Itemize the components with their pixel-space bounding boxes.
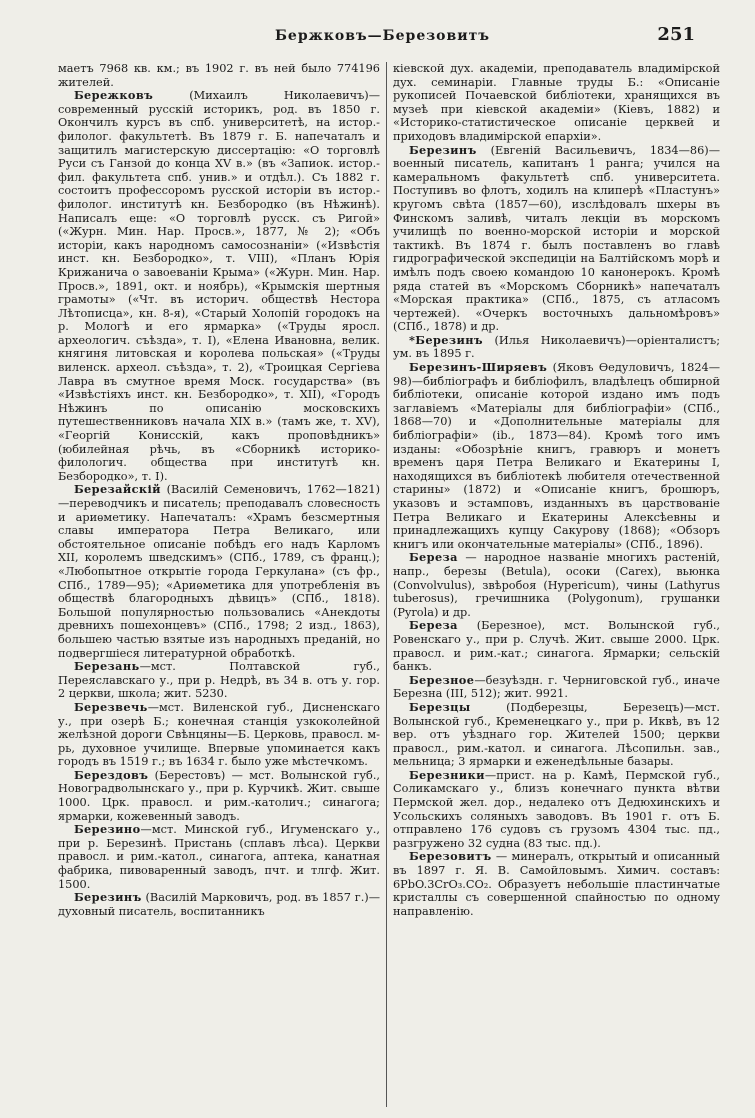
entry-headword: Березники bbox=[409, 767, 485, 782]
dictionary-entry bbox=[58, 89, 380, 483]
entry-headword: Березино bbox=[74, 822, 141, 837]
entry-text: —мст. Полтавской губ., Переяславскаго у., при р. Недрѣ, въ 34 в. отъ у. гор. 2 церкви, школа; жит. 5230. bbox=[58, 660, 380, 701]
entry-text: (Березное), мст. Волынской губ., Ровенскаго у., при р. Случѣ. Жит. свыше 2000. Црк. правосл. и рим.-кат.; синагога. Ярмарки; сельскій банкъ. bbox=[393, 619, 720, 674]
entry-text: — минералъ, открытый и описанный въ 1897 г. Я. В. Самойловымъ. Химич. составъ: 6PbO.3CrO₃.CO₂. Образуетъ небольшіе пластинчатые кристаллы съ совершенной спайностью по одному направленію. bbox=[393, 850, 720, 918]
running-head-title: Бержковъ—Березовитъ bbox=[274, 28, 491, 44]
entry-headword: Береза bbox=[409, 618, 458, 633]
dictionary-entry bbox=[58, 891, 380, 918]
dictionary-entry bbox=[58, 62, 380, 89]
entry-headword: Берездовъ bbox=[74, 767, 149, 782]
dictionary-entry bbox=[393, 144, 720, 334]
left-column bbox=[58, 62, 380, 1102]
entry-headword: Березинъ-Ширяевъ bbox=[409, 360, 548, 375]
entry-headword: Березвечь bbox=[74, 699, 148, 714]
entry-text: —мст. Виленской губ., Дисненскаго у., при озерѣ Б.; конечная станція узкоколейной желѣзной дороги Свѣнцяны—Б. Церковь, правосл. м-рь, духовное училище. Впервые упоминается какъ городъ въ 1519 г.; въ 1634 г. было уже мѣстечкомъ. bbox=[58, 700, 380, 769]
dictionary-entry bbox=[58, 701, 380, 769]
entry-headword: Березинъ bbox=[74, 890, 142, 905]
entry-headword: Березайскій bbox=[74, 482, 161, 497]
entry-text: (Василій Семеновичъ, 1762—1821)—переводчикъ и писатель; преподавалъ словесность и ариѳметику. Напечаталъ: «Храмъ безсмертныя славы императора Петра Великаго, или обстоятельное описаніе побѣдъ его надъ Карломъ XII, королемъ шведскимъ» (СПб., 1789, съ франц.); «Любопытное открытіе города Геркулана» (съ фр., СПб., 1789—95); «Ариѳметика для употребленія въ обществѣ благородныхъ дѣвицъ» (СПб., 1818). Большой популярностью пользовались «Анекдоты древнихъ пошехонцевъ» (СПб., 1798; 2 изд., 1863), большею частью взятые изъ народныхъ преданій, но подвергшіеся литературной обработкѣ. bbox=[58, 483, 380, 660]
entry-headword: Березовитъ bbox=[409, 849, 492, 864]
entry-text: (Михаилъ Николаевичъ)—современный русскій историкъ, род. въ 1850 г. Окончилъ курсъ въ спб. университетѣ, на истор.-филолог. факультетѣ. Въ 1879 г. Б. напечаталъ и защитилъ магистерскую диссертацію: «О торговлѣ Руси съ Ганзой до конца XV в.» (въ «Запиок. истор.-фил. факультета спб. унив.» и отдѣл.). Съ 1882 г. состоитъ профессоромъ русской исторіи въ истор.-филолог. институтѣ кн. Безбородко (въ Нѣжинѣ). Написалъ еще: «О торговлѣ русск. съ Ригой» («Журн. Мин. Нар. Просв.», 1877, № 2); «Объ исторіи, какъ народномъ самосознаніи» («Извѣстія инст. кн. Безбородко», т. VIII), «Планъ Юрія Крижанича о завоеваніи Крыма» («Журн. Мин. Нар. Просв.», 1891, окт. и ноябрь), «Крымскія шертныя грамоты» («Чт. въ историч. обществѣ Нестора Лѣтописца», кн. 8-я), «Старый Холопій городокъ на р. Мологѣ и его ярмарка» («Труды яросл. археологич. съѣзда», т. I), «Елена Ивановна, велик. княгиня литовская и королева польская» («Труды виленск. археол. съѣзда», т. 2), «Троицкая Сергіева Лавра въ смутное время Моск. государства» (въ «Извѣстіяхъ инст. кн. Безбородко», т. XII), «Городъ Нѣжинъ по описанію московскихъ путешественниковъ начала XIX в.» (тамъ же, т. XV), «Георгій Конисскій, какъ проповѣдникъ» (юбилейная рѣчь, въ «Сборникѣ историко-филологич. общества при институтѣ кн. Безбородко», т. I). bbox=[58, 89, 380, 483]
dictionary-entry bbox=[58, 660, 380, 701]
entry-text: (Илья Николаевичъ)—оріенталистъ; ум. въ 1895 г. bbox=[393, 333, 720, 361]
entry-text: (Берестовъ) — мст. Волынской губ., Новоградволынскаго у., при р. Курчикѣ. Жит. свыше 1000. Црк. правосл. и рим.-католич.; синагога; ярмарки, кожевенный заводъ. bbox=[58, 768, 380, 823]
entry-headword: Бережковъ bbox=[74, 88, 154, 103]
right-column bbox=[393, 62, 720, 1102]
entry-text: (Подберезцы, Березецъ)—мст. Волынской губ., Кременецкаго у., при р. Иквѣ, въ 12 вер. отъ уѣзднаго гор. Жителей 1500; церкви правосл., рим.-катол. и синагога. Лѣсопильн. зав., мельница; 3 ярмарки и еженедѣльные базары. bbox=[393, 700, 720, 769]
entry-text: (Яковъ Ѳедуловичъ, 1824—98)—библіографъ и библіофилъ, владѣлецъ обширной библіотеки, описаніе которой издано имъ подъ заглавіемъ «Матеріалы для библіографіи» (СПб., 1868—70) и «Дополнительные матеріалы для библіографіи» (ib., 1873—84). Кромѣ того имъ изданы: «Обозрѣніе книгъ, гравюръ и монетъ временъ царя Петра Великаго и Екатерины I, находящихся въ библіотекѣ любителя отечественной старины» (1872) и «Описаніе книгъ, брошюръ, указовъ и эстамповъ, изданныхъ въ царствованіе Петра Великаго и Екатерины Алексѣевны и принадлежащихъ купцу Сакурову (1868); «Обзоръ книгъ или окончательные матеріалы» (СПб., 1896). bbox=[393, 361, 720, 551]
running-head bbox=[70, 24, 695, 50]
entry-text: —мст. Минской губ., Игуменскаго у., при р. Березинѣ. Пристань (сплавъ лѣса). Церкви правосл. и рим.-катол., синагога, аптека, канатная фабрика, пивоваренный заводъ, пчт. и тлгф. Жит. 1500. bbox=[58, 823, 380, 891]
dictionary-entry bbox=[393, 361, 720, 551]
entry-text: —безуѣздн. г. Черниговской губ., иначе Березна (III, 512); жит. 9921. bbox=[393, 673, 720, 701]
entry-text: (Василій Марковичъ, род. въ 1857 г.)—духовный писатель, воспитанникъ bbox=[58, 891, 380, 918]
entry-headword: Березное bbox=[409, 672, 475, 687]
entry-headword: Береза bbox=[409, 550, 458, 565]
dictionary-entry bbox=[58, 769, 380, 823]
entry-headword: Березинъ bbox=[409, 142, 477, 157]
dictionary-entry bbox=[393, 619, 720, 673]
entry-text: (Евгеній Васильевичъ, 1834—86)—военный писатель, капитанъ 1 ранга; учился на камеральномъ факультетѣ спб. университета. Поступивъ во флотъ, ходилъ на клиперѣ «Пластунъ» кругомъ свѣта (1857—60), изслѣдовалъ шхеры въ Финскомъ заливѣ, читалъ лекціи въ морскомъ училищѣ по военно-морской исторіи и морской тактикѣ. Въ 1874 г. былъ поставленъ во главѣ гидрографической экспедиціи на Балтійскомъ морѣ и имѣлъ подъ своею командою 10 канонерокъ. Кромѣ ряда статей въ «Морскомъ Сборникѣ» напечаталъ «Морская практика» (СПб., 1875, съ атласомъ чертежей). «Очеркъ восточныхъ дальномѣровъ» (СПб., 1878) и др. bbox=[393, 143, 720, 334]
entry-text: — народное названіе многихъ растеній, напр., березы (Betula), осоки (Carex), вьюнка (Convolvulus), звѣробоя (Hypericum), чины (Lathyrus tuberosus), гречишника (Polygonum), грушанки (Pyrola) и др. bbox=[393, 551, 720, 619]
entry-text: кіевской дух. академіи, преподаватель владимірской дух. семинаріи. Главные труды Б.: «Описаніе рукописей Почаевской библіотеки, хранящихся въ музеѣ при кіевской академіи» (Кіевъ, 1882) и «Историко-статистическое описаніе церквей и приходовъ владимірской епархіи». bbox=[393, 62, 720, 143]
page-number: 251 bbox=[657, 24, 695, 45]
entry-headword: Березань bbox=[74, 659, 140, 674]
dictionary-entry bbox=[58, 483, 380, 660]
dictionary-entry bbox=[393, 701, 720, 769]
entry-headword: Березцы bbox=[409, 699, 471, 714]
dictionary-entry bbox=[393, 334, 720, 361]
entry-text: —прист. на р. Камѣ, Пермской губ., Соликамскаго у., близъ конечнаго пункта вѣтви Пермской жел. дор., недалеко отъ Дедюхинскихъ и Усольскихъ соляныхъ заводовъ. Въ 1901 г. отъ Б. отправлено 176 судовъ съ грузомъ 4304 тыс. пд., разгружено 32 судна (83 тыс. пд.). bbox=[393, 768, 720, 850]
entry-text: маетъ 7968 кв. км.; въ 1902 г. въ ней было 774196 жителей. bbox=[58, 62, 380, 89]
dictionary-entry bbox=[393, 62, 720, 144]
dictionary-entry bbox=[393, 850, 720, 918]
column-divider bbox=[386, 62, 387, 1107]
dictionary-entry bbox=[393, 674, 720, 701]
entry-headword: *Березинъ bbox=[409, 332, 483, 347]
dictionary-entry bbox=[393, 551, 720, 619]
dictionary-entry bbox=[393, 769, 720, 851]
dictionary-entry bbox=[58, 823, 380, 891]
